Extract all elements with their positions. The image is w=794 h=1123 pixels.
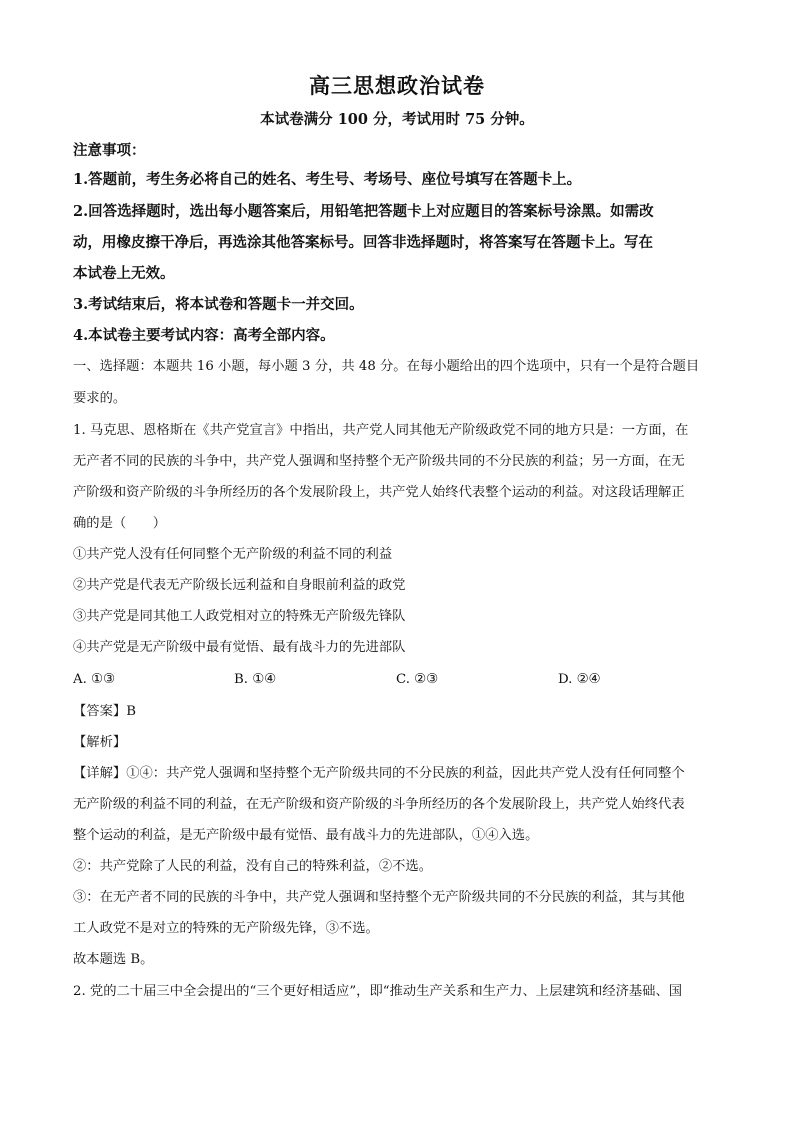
- question-stem: 无产者不同的民族的斗争中，共产党人强调和坚持整个无产阶级共同的不分民族的利益；另一方面，在无: [73, 454, 685, 469]
- answer-line: [73, 702, 723, 722]
- detail-line: ②：共产党除了人民的利益，没有自己的特殊利益，②不选。: [73, 859, 433, 874]
- detail-line: ③：在无产者不同的民族的斗争中，共产党人强调和坚持整个无产阶级共同的不分民族的利益，其与其他: [73, 890, 685, 905]
- detail-label: 【详解】: [73, 766, 127, 781]
- detail-line: 工人政党不是对立的特殊的无产阶级先锋，③不选。: [73, 921, 379, 936]
- statement-item: ③共产党是同其他工人政党相对立的特殊无产阶级先锋队: [73, 609, 406, 624]
- section-intro: 要求的。: [73, 391, 127, 406]
- question-stem: 确的是（ ）: [73, 516, 167, 531]
- notice-line: 4.本试卷主要考试内容：高考全部内容。: [73, 327, 335, 344]
- notice-line: 3.考试结束后，将本试卷和答题卡一并交回。: [73, 296, 364, 313]
- notice-line: 1.答题前，考生务必将自己的姓名、考生号、考场号、座位号填写在答题卡上。: [73, 171, 582, 188]
- answer-label: 【答案】: [73, 704, 127, 719]
- analysis-label: 【解析】: [73, 735, 127, 750]
- detail-text: ①④：共产党人强调和坚持整个无产阶级共同的不分民族的利益，因此共产党人没有任何同整个: [126, 766, 685, 781]
- notice-heading: 注意事项：: [73, 142, 146, 159]
- statement-item: ②共产党是代表无产阶级长远利益和自身眼前利益的政党: [73, 578, 406, 593]
- option-d: D. ②④: [558, 672, 601, 687]
- statement-item: ④共产党是无产阶级中最有觉悟、最有战斗力的先进部队: [73, 640, 406, 655]
- detail-line: [73, 764, 723, 784]
- page-title: 高三思想政治试卷: [309, 73, 485, 98]
- section-intro: 一、选择题：本题共 16 小题，每小题 3 分，共 48 分。在每小题给出的四个选项中，只有一个是符合题目: [73, 359, 700, 374]
- notice-line: 本试卷上无效。: [73, 265, 175, 282]
- notice-line: 2.回答选择题时，选出每小题答案后，用铅笔把答题卡上对应题目的答案标号涂黑。如需改: [73, 203, 654, 220]
- detail-line: 无产阶级的利益不同的利益，在无产阶级和资产阶级的斗争所经历的各个发展阶段上，共产党人始终代表: [73, 797, 685, 812]
- question-stem: 2. 党的二十届三中全会提出的“三个更好相适应”，即“推动生产关系和生产力、上层建筑和经济基础、国: [73, 984, 683, 999]
- notice-line: 动，用橡皮擦干净后，再选涂其他答案标号。回答非选择题时，将答案写在答题卡上。写在: [73, 234, 653, 251]
- option-a: A. ①③: [73, 672, 115, 687]
- detail-line: 整个运动的利益，是无产阶级中最有觉悟、最有战斗力的先进部队，①④入选。: [73, 828, 539, 843]
- statement-item: ①共产党人没有任何同整个无产阶级的利益不同的利益: [73, 547, 393, 562]
- question-stem: 1. 马克思、恩格斯在《共产党宣言》中指出，共产党人同其他无产阶级政党不同的地方只是：一方面，在: [73, 423, 689, 438]
- detail-line: 故本题选 B。: [73, 952, 154, 967]
- question-stem: 产阶级和资产阶级的斗争所经历的各个发展阶段上，共产党人始终代表整个运动的利益。对这段话理解正: [73, 485, 685, 500]
- answer-value: B: [126, 704, 136, 719]
- page-subtitle: 本试卷满分 100 分，考试用时 75 分钟。: [260, 111, 534, 128]
- option-b: B. ①④: [234, 672, 277, 687]
- option-c: C. ②③: [396, 672, 438, 687]
